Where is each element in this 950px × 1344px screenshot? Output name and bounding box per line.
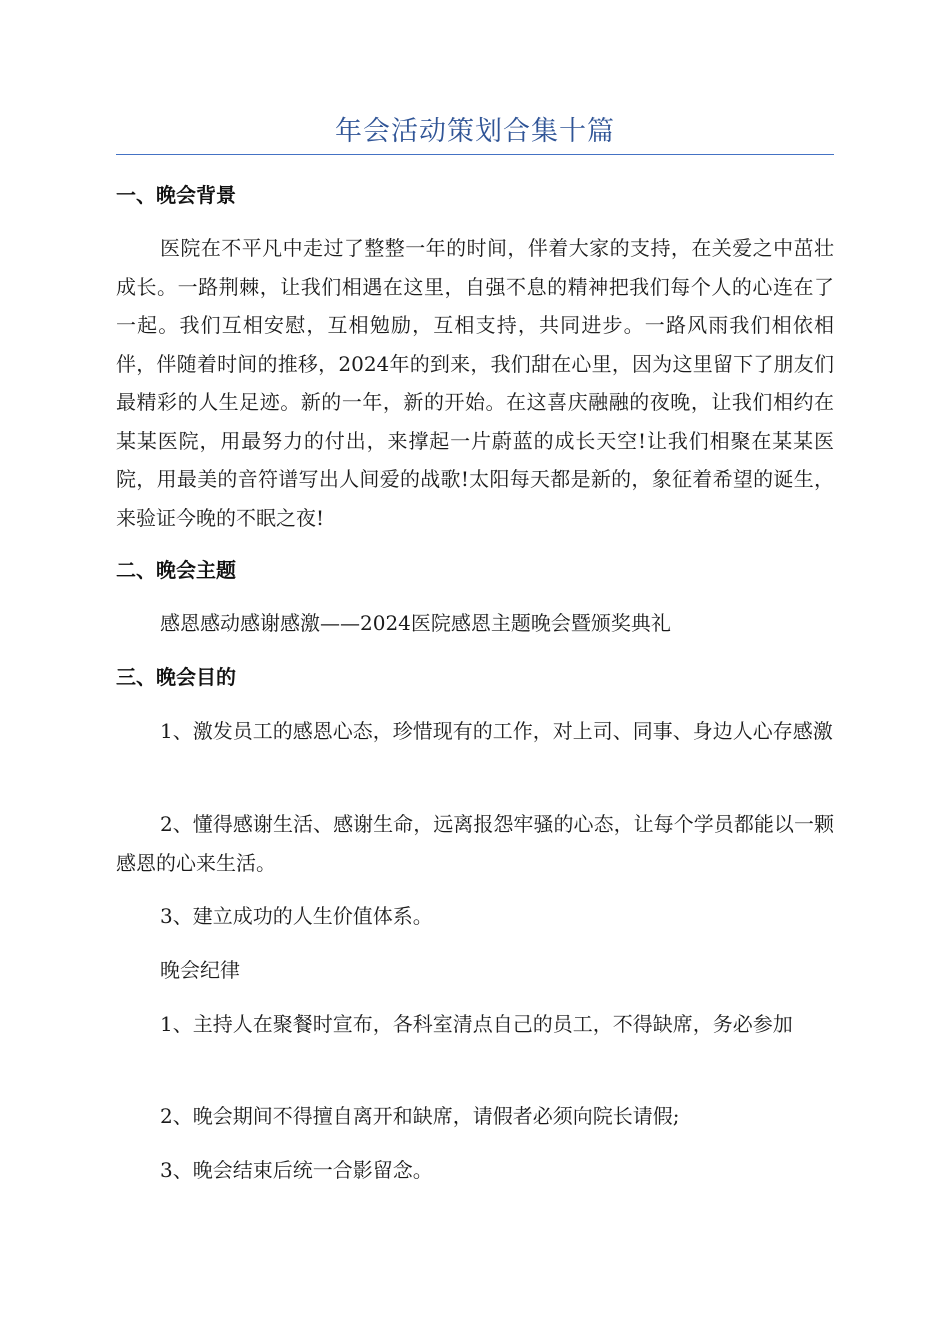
title-underline xyxy=(116,154,834,155)
paragraph-theme: 感恩感动感谢感激——2024医院感恩主题晚会暨颁奖典礼 xyxy=(160,611,671,635)
paragraph-background: 医院在不平凡中走过了整整一年的时间，伴着大家的支持，在关爱之中茁壮成长。一路荆棘，让我们相遇在这里，自强不息的精神把我们每个人的心连在了一起。我们互相安慰，互相勉励，互相支持，共同进步。一路风雨我们相依相伴，伴随着时间的推移，2024年的到来，我们甜在心里，因为这里留下了朋友们最精彩的人生足迹。新的一年，新的开始。在这喜庆融融的夜晚，让我们相约在某某医院，用最努力的付出，来撑起一片蔚蓝的成长天空!让我们相聚在某某医院，用最美的音符谱写出人间爱的战歌!太阳每天都是新的，象征着希望的诞生，来验证今晚的不眠之夜! xyxy=(116,236,834,530)
paragraph-discipline-1: 1、主持人在聚餐时宣布，各科室清点自己的员工，不得缺席，务必参加 xyxy=(160,1012,793,1036)
paragraph-discipline-2: 2、晚会期间不得擅自离开和缺席，请假者必须向院长请假; xyxy=(160,1104,680,1128)
paragraph-purpose-2: 2、懂得感谢生活、感谢生命，远离报怨牢骚的心态，让每个学员都能以一颗感恩的心来生活。 xyxy=(116,812,834,875)
section-heading-purpose: 三、晚会目的 xyxy=(116,665,236,689)
paragraph-purpose-3: 3、建立成功的人生价值体系。 xyxy=(160,904,433,928)
paragraph-purpose-1: 1、激发员工的感恩心态，珍惜现有的工作，对上司、同事、身边人心存感激 xyxy=(160,719,833,743)
paragraph-discipline-label: 晚会纪律 xyxy=(160,958,240,982)
section-heading-theme: 二、晚会主题 xyxy=(116,558,236,582)
section-heading-background: 一、晚会背景 xyxy=(116,183,236,207)
document-title: 年会活动策划合集十篇 xyxy=(335,116,615,147)
paragraph-discipline-3: 3、晚会结束后统一合影留念。 xyxy=(160,1158,433,1182)
